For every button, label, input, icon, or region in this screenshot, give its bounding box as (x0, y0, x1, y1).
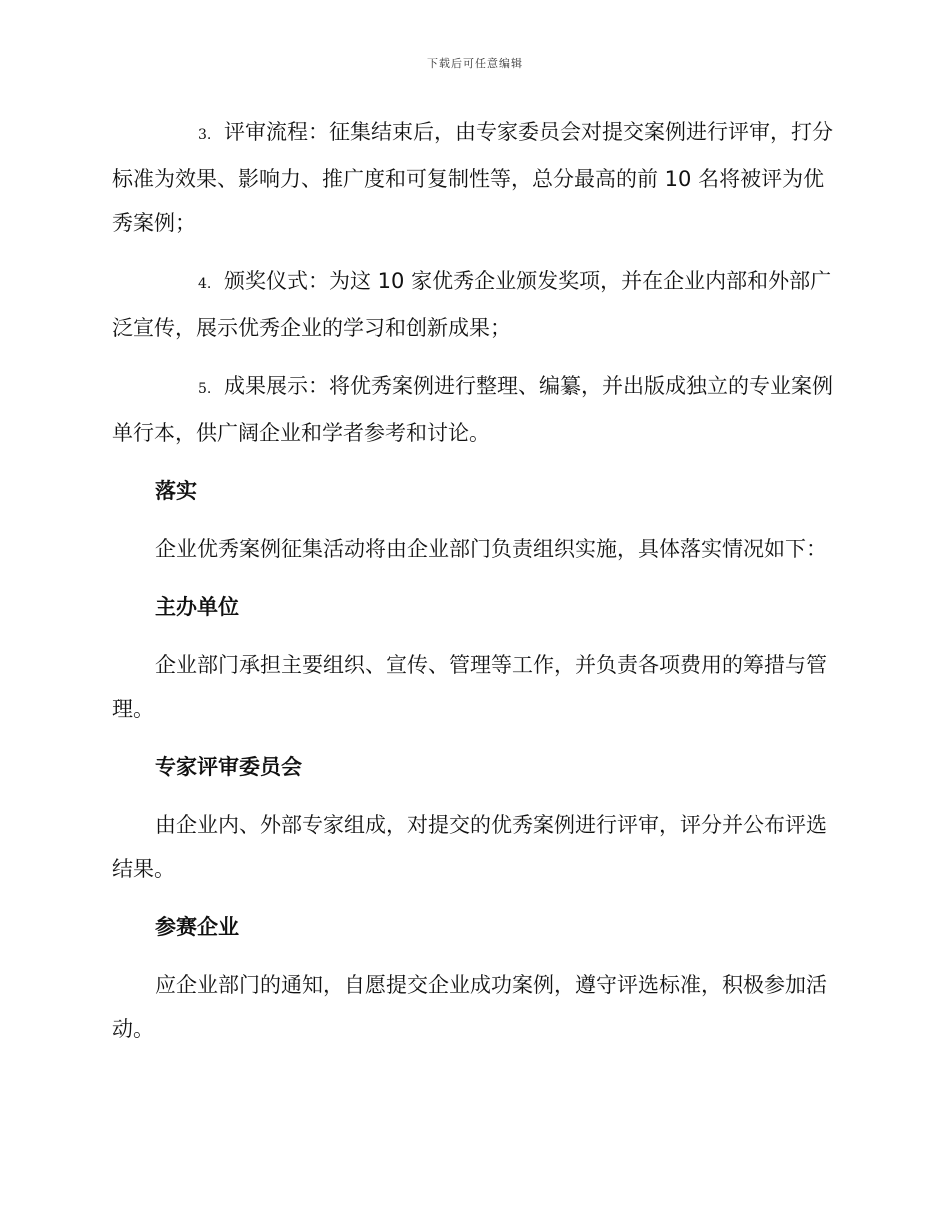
document-body (112, 110, 837, 1065)
section-heading-participants: 参赛企业 (155, 915, 239, 939)
section-heading-organizer: 主办单位 (155, 595, 239, 619)
list-item-award-ceremony (112, 259, 837, 350)
list-number: 3. (198, 127, 212, 143)
paragraph-participants: 应企业部门的通知，自愿提交企业成功案例，遵守评选标准，积极参加活动。 (112, 973, 827, 1041)
list-number: 5. (198, 381, 212, 397)
list-item-results-display (112, 364, 837, 455)
paragraph-committee: 由企业内、外部专家组成，对提交的优秀案例进行评审，评分并公布评选结果。 (112, 813, 827, 881)
paragraph-organizer: 企业部门承担主要组织、宣传、管理等工作，并负责各项费用的筹措与管理。 (112, 653, 827, 721)
list-number: 4. (198, 276, 212, 292)
paragraph-implementation: 企业优秀案例征集活动将由企业部门负责组织实施，具体落实情况如下： (155, 537, 827, 561)
list-item-text: 评审流程：征集结束后，由专家委员会对提交案例进行评审，打分标准为效果、影响力、推广度和可复制性等，总分最高的前 10 名将被评为优秀案例； (112, 120, 833, 235)
list-item-text: 成果展示：将优秀案例进行整理、编纂，并出版成独立的专业案例单行本，供广阔企业和学者参考和讨论。 (112, 374, 833, 445)
list-item-review-process (112, 110, 837, 245)
section-heading-committee: 专家评审委员会 (155, 755, 302, 779)
section-heading-implementation: 落实 (155, 479, 197, 503)
list-item-text: 颁奖仪式：为这 10 家优秀企业颁发奖项，并在企业内部和外部广泛宣传，展示优秀企业的学习和创新成果； (112, 269, 832, 340)
page-header: 下载后可任意编辑 (427, 57, 523, 70)
